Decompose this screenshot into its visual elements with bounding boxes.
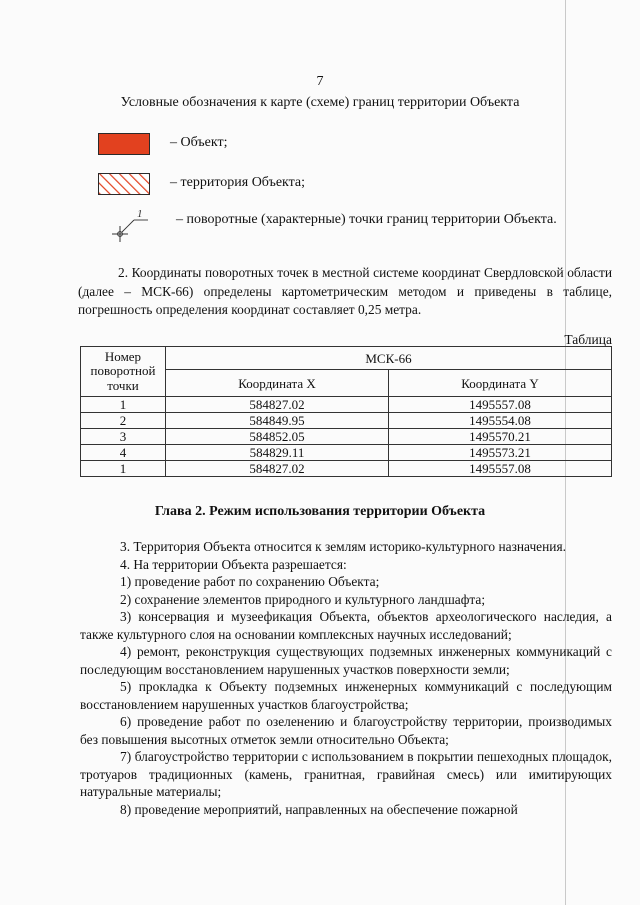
table-row [81, 397, 612, 413]
cell-y: 1495554.08 [389, 413, 612, 429]
cell-point: 3 [81, 429, 166, 445]
list-item: 3. Территория Объекта относится к землям историко-культурного назначения. [120, 539, 566, 554]
object-legend-swatch [98, 133, 150, 155]
table-row [81, 413, 612, 429]
clauses-list [80, 538, 612, 818]
cell-point: 1 [81, 461, 166, 477]
header-point-number: Номер поворотной точки [81, 347, 166, 397]
list-item: 3) консервация и музеефикация Объекта, объектов археологического наследия, а также культурного слоя на основании комплексных научных исследований; [80, 609, 612, 642]
turning-point-marker-icon [104, 204, 150, 244]
header-coordinate-system: МСК-66 [166, 347, 612, 370]
list-item: 5) прокладка к Объекту подземных инженерных коммуникаций с последующим восстановлением нарушенных участков благоустройства; [80, 679, 612, 712]
chapter-title: Глава 2. Режим использования территории Объекта [154, 504, 486, 519]
hatch-pattern-icon [99, 174, 149, 194]
cell-y: 1495557.08 [389, 397, 612, 413]
list-item: 1) проведение работ по сохранению Объекта; [120, 574, 380, 589]
legend-title: Условные обозначения к карте (схеме) границ территории Объекта [120, 95, 520, 110]
cell-x: 584827.02 [166, 397, 389, 413]
cell-x: 584829.11 [166, 445, 389, 461]
cell-y: 1495557.08 [389, 461, 612, 477]
cell-point: 4 [81, 445, 166, 461]
cell-y: 1495570.21 [389, 429, 612, 445]
marker-number-label: 1 [137, 208, 143, 220]
cell-x: 584827.02 [166, 461, 389, 477]
cell-point: 2 [81, 413, 166, 429]
header-coord-y: Координата Y [389, 370, 612, 397]
header-coord-x: Координата X [166, 370, 389, 397]
page-number: 7 [316, 74, 324, 89]
table-row [81, 429, 612, 445]
legend-label-points: – поворотные (характерные) точки границ территории Объекта. [176, 212, 557, 227]
cell-point: 1 [81, 397, 166, 413]
list-item: 7) благоустройство территории с использованием в покрытии пешеходных площадок, тротуаров традиционных (камень, гранитная, гравийная смесь) или имитирующих натуральные материалы; [80, 749, 612, 799]
coordinates-table [80, 346, 612, 477]
cell-x: 584849.95 [166, 413, 389, 429]
list-item: 8) проведение мероприятий, направленных на обеспечение пожарной [120, 801, 518, 817]
cell-x: 584852.05 [166, 429, 389, 445]
cell-y: 1495573.21 [389, 445, 612, 461]
table-row [81, 461, 612, 477]
list-item: 4. На территории Объекта разрешается: [120, 556, 347, 572]
legend-label-territory: – территория Объекта; [170, 175, 306, 190]
list-item: 4) ремонт, реконструкция существующих подземных инженерных коммуникаций с последующим восстановлением нарушенных участков поверхности земли; [80, 644, 612, 677]
legend-label-object: – Объект; [170, 135, 228, 150]
territory-legend-swatch [98, 173, 150, 195]
table-caption: Таблица [564, 332, 612, 347]
list-item: 6) проведение работ по озеленению и благоустройству территории, производимых без повышения высотных отметок земли относительно Объекта; [80, 714, 612, 747]
list-item: 2) сохранение элементов природного и культурного ландшафта; [120, 591, 486, 607]
paragraph-coordinates: 2. Координаты поворотных точек в местной системе координат Свердловской области (далее – МСК-66) определены картометрическим методом и приведены в таблице, погрешность определения координат составляет 0,25 метра. [78, 265, 612, 317]
table-row [81, 445, 612, 461]
